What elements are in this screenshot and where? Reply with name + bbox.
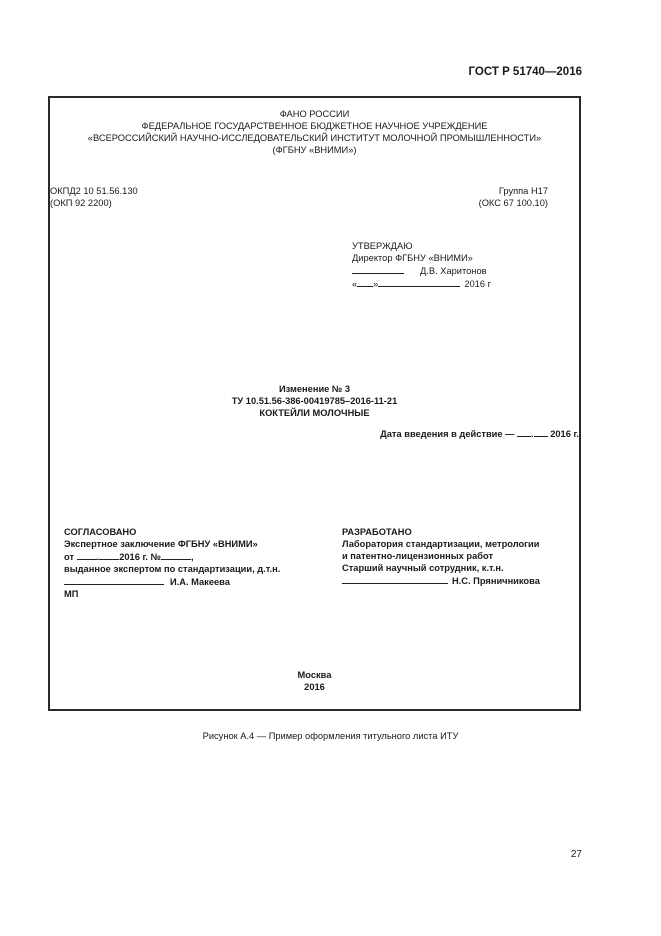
agreed-signature-row xyxy=(64,575,280,588)
tu-number: ТУ 10.51.56-386-00419785–2016-11-21 xyxy=(231,396,398,406)
group-code: Группа Н17 xyxy=(498,186,548,196)
developed-title: РАЗРАБОТАНО xyxy=(342,527,412,537)
approval-title: УТВЕРЖДАЮ xyxy=(352,241,413,251)
okp-code: (ОКП 92 2200) xyxy=(50,198,112,208)
approval-position: Директор ФГБНУ «ВНИМИ» xyxy=(352,253,473,263)
stamp-mark: МП xyxy=(64,589,79,599)
developed-block xyxy=(342,526,540,587)
intro-label: Дата введения в действие — xyxy=(380,429,515,439)
agreed-line-2 xyxy=(64,550,280,563)
city-year-value: 2016 xyxy=(304,682,325,692)
date-quote-open: « xyxy=(352,279,358,289)
page-number: 27 xyxy=(570,849,582,860)
org-line-3: «ВСЕРОССИЙСКИЙ НАУЧНО-ИССЛЕДОВАТЕЛЬСКИЙ ИНСТИТУТ МОЛОЧНОЙ ПРОМЫШЛЕННОСТИ» xyxy=(87,133,542,143)
change-number: Изменение № 3 xyxy=(278,384,351,394)
introduction-date xyxy=(380,427,579,439)
okpd2-code: ОКПД2 10 51.56.130 xyxy=(50,186,138,196)
agreed-month-line xyxy=(96,550,119,562)
agreed-dot: . xyxy=(96,552,100,562)
city-name: Москва xyxy=(297,670,332,680)
agreed-year-number: 2016 г. № xyxy=(119,552,161,562)
day-line xyxy=(357,277,373,287)
classification-codes-right xyxy=(479,185,548,209)
figure-caption: Рисунок А.4 — Пример оформления титульного листа ИТУ xyxy=(202,731,459,741)
city-year xyxy=(48,669,581,693)
developed-line-1: Лаборатория стандартизации, метрологии xyxy=(342,539,540,549)
oks-code: (ОКС 67 100.10) xyxy=(478,198,548,208)
developed-name: Н.С. Пряничникова xyxy=(452,576,540,586)
approval-year: 2016 г xyxy=(464,279,491,289)
agreed-title: СОГЛАСОВАНО xyxy=(64,527,137,537)
signature-line xyxy=(352,264,404,274)
agreed-block xyxy=(64,526,280,600)
document-title xyxy=(48,383,581,419)
intro-month-line xyxy=(534,427,548,437)
developed-signature-row xyxy=(342,574,540,587)
org-line-2: ФЕДЕРАЛЬНОЕ ГОСУДАРСТВЕННОЕ БЮДЖЕТНОЕ НАУЧНОЕ УЧРЕЖДЕНИЕ xyxy=(141,121,488,131)
org-line-1: ФАНО РОССИИ xyxy=(279,109,350,119)
organization-block xyxy=(50,108,579,156)
product-name: КОКТЕЙЛИ МОЛОЧНЫЕ xyxy=(259,408,370,418)
org-line-4: (ФГБНУ «ВНИМИ») xyxy=(272,145,357,155)
intro-dot: . xyxy=(531,429,534,439)
approval-signature-row xyxy=(352,264,491,277)
developed-line-2: и патентно-лицензионных работ xyxy=(342,551,494,561)
agreed-number-line xyxy=(161,550,191,560)
agreed-line-3: выданное экспертом по стандартизации, д.т.н. xyxy=(64,564,281,574)
agreed-name: И.А. Макеева xyxy=(170,577,230,587)
agreed-from: от xyxy=(64,552,75,562)
month-line xyxy=(378,277,460,287)
agreed-comma: , xyxy=(190,552,194,562)
agreed-signature-line xyxy=(64,575,164,585)
approval-block xyxy=(352,240,491,290)
classification-codes-left xyxy=(50,185,138,209)
approval-date-row xyxy=(352,277,491,290)
intro-year: 2016 г. xyxy=(550,429,579,439)
developed-line-3: Старший научный сотрудник, к.т.н. xyxy=(342,563,504,573)
approval-name: Д.В. Харитонов xyxy=(420,266,487,276)
standard-number: ГОСТ Р 51740—2016 xyxy=(468,66,582,78)
developed-signature-line xyxy=(342,574,448,584)
intro-day-line xyxy=(517,427,531,437)
agreed-day-line xyxy=(77,550,97,560)
agreed-line-1: Экспертное заключение ФГБНУ «ВНИМИ» xyxy=(64,539,258,549)
date-quote-close: » xyxy=(373,279,379,289)
